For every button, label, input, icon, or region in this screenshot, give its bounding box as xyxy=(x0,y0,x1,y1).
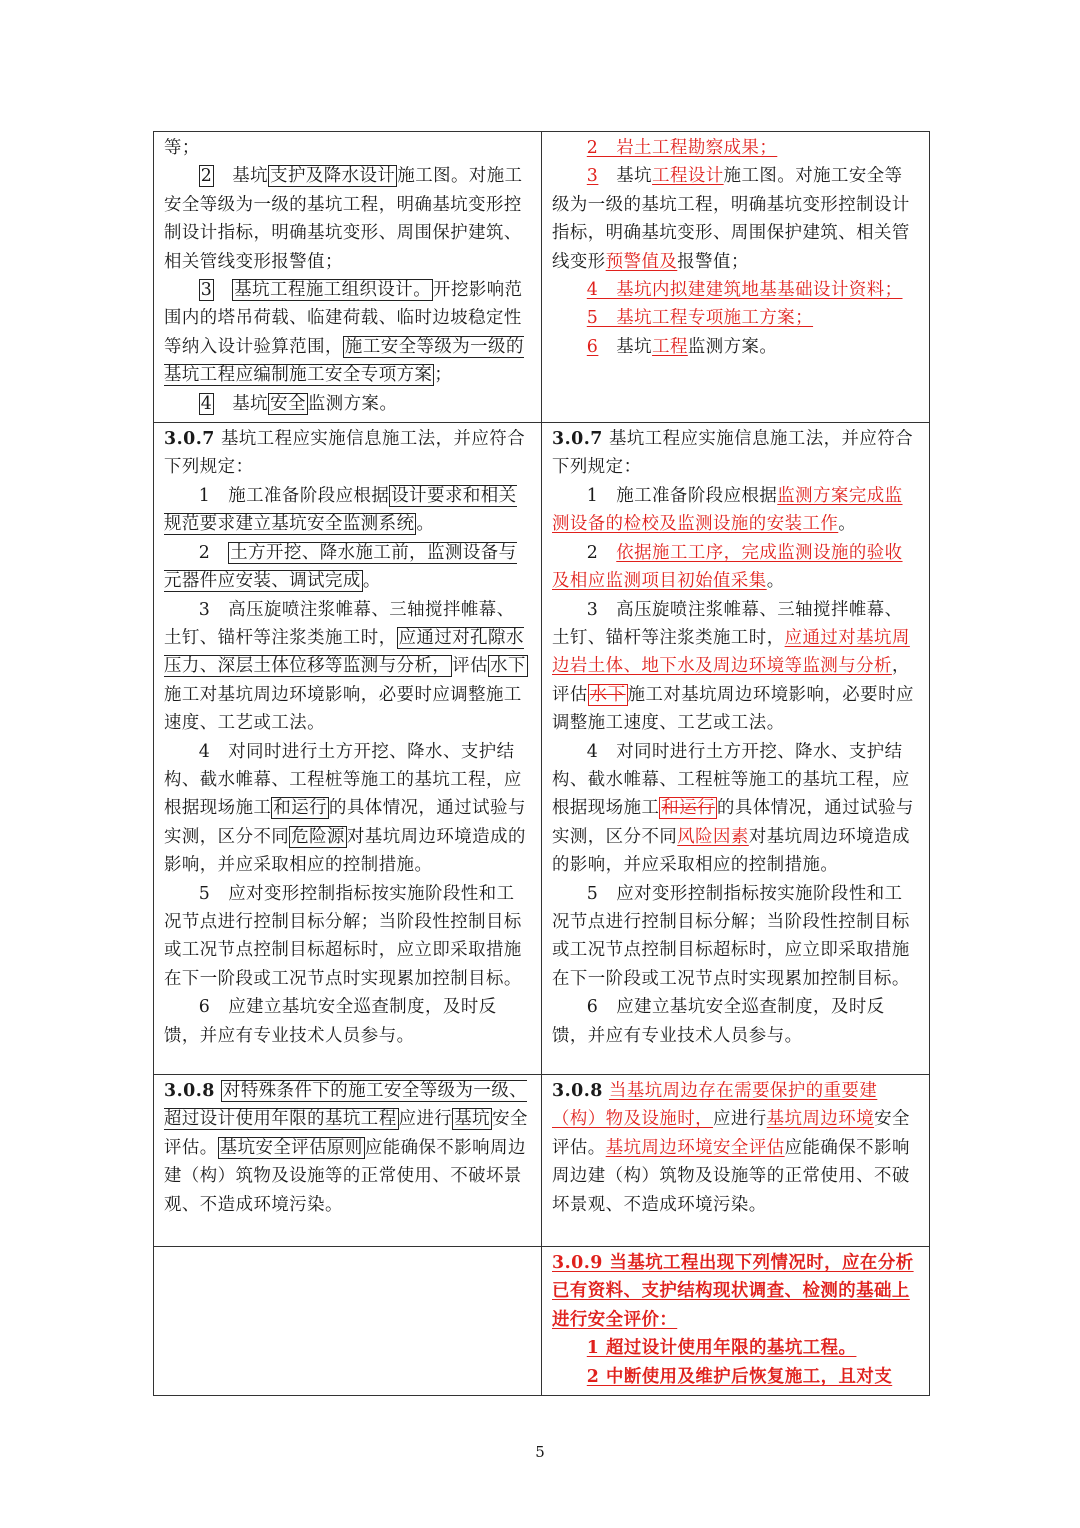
text: 4 对同时进行土方开挖、降水、支护结构、截水帷幕、工程桩等施工的基坑工程，应根据现场施工 xyxy=(552,741,910,819)
text: 监测方案。 xyxy=(307,393,398,414)
item-number: 6 xyxy=(586,336,599,357)
list-item xyxy=(552,596,920,738)
clause-paragraph xyxy=(164,1077,532,1219)
deleted-text: 和运行 xyxy=(661,798,716,819)
boxed-text: 设计要求和相关规范要求建立基坑安全监测系统 xyxy=(164,485,517,535)
clause-paragraph xyxy=(552,1077,920,1219)
changed-text: 应通过对基坑周边岩土体、地下水及周边环境等监测与分析 xyxy=(552,627,910,677)
list-item: 1 超过设计使用年限的基坑工程。 xyxy=(586,1338,857,1359)
list-item xyxy=(164,482,532,539)
text: 对基坑周边环境造成的影响，并应采取相应的控制措施。 xyxy=(164,826,526,876)
text: 开挖影响范围内的塔吊荷载、临建荷载、临时边坡稳定性等纳入设计验算范围， xyxy=(164,280,523,357)
list-item xyxy=(552,162,920,276)
text: 对基坑周边环境造成的影响，并应采取相应的控制措施。 xyxy=(552,826,910,876)
list-item xyxy=(164,539,532,596)
changed-text: 工程 xyxy=(652,336,688,357)
changed-text: 依据施工工序，完成监测设施的验收及相应监测项目初始值采集 xyxy=(552,542,903,592)
text: 施工对基坑周边环境影响，必要时应调整施工速度、工艺或工法。 xyxy=(552,684,914,734)
boxed-text: 基坑 xyxy=(454,1109,491,1130)
changed-text: 监测方案完成监测设备的检校及监测设施的安装工作 xyxy=(552,485,903,535)
clause-number: 3.0.7 xyxy=(552,429,603,450)
text: 2 xyxy=(198,542,229,563)
text: 报警值； xyxy=(677,251,749,272)
new-text-cell xyxy=(542,1247,930,1396)
list-item: 6 应建立基坑安全巡查制度，及时反馈，并应有专业技术人员参与。 xyxy=(552,997,885,1046)
text: 监测方案。 xyxy=(687,336,778,357)
boxed-text: 应通过对孔隙水压力、深层土体位移等监测与分析， xyxy=(164,627,524,677)
list-item xyxy=(164,596,532,738)
changed-text: 当基坑周边存在需要保护的重要建（构）物及设施时， xyxy=(552,1081,878,1130)
text: 1 施工准备阶段应根据 xyxy=(586,485,778,506)
table-row xyxy=(154,1247,930,1396)
changed-text: 基坑周边环境 xyxy=(766,1109,875,1130)
text: 应能确保不影响周边建（构）筑物及设施等的正常使用、不破坏景观、不造成环境污染。 xyxy=(164,1137,526,1215)
list-item xyxy=(552,539,920,596)
text: 基坑 xyxy=(232,393,269,414)
text: 3 高压旋喷注浆帷幕、三轴搅拌帷幕、土钉、锚杆等注浆类施工时， xyxy=(164,599,515,648)
list-item xyxy=(164,162,532,276)
text: 施工图。对施工安全等级为一级的基坑工程，明确基坑变形控制设计指标，明确基坑变形、周围保护建筑、相关管线变形报警值； xyxy=(164,166,523,272)
text: ，评估 xyxy=(552,656,910,705)
text: 。 xyxy=(362,571,381,592)
text: 的具体情况，通过试验与实测，区分不同 xyxy=(552,798,914,847)
clause-heading: 3.0.9 当基坑工程出现下列情况时，应在分析已有资料、支护结构现状调查、检测的基础上进行安全评价： xyxy=(552,1253,914,1330)
text: 基坑 xyxy=(598,336,653,357)
text: 3 高压旋喷注浆帷幕、三轴搅拌帷幕、土钉、锚杆等注浆类施工时， xyxy=(552,599,903,648)
item-number: 3 xyxy=(200,280,213,301)
boxed-text: 和运行 xyxy=(273,798,328,819)
paragraph: 等； xyxy=(164,138,200,158)
old-text-cell xyxy=(154,1075,542,1247)
text: 施工图。对施工安全等级为一级的基坑工程，明确基坑变形控制设计指标，明确基坑变形、周围保护建筑、相关管线变形 xyxy=(552,166,910,272)
list-item: 5 基坑工程专项施工方案； xyxy=(586,308,814,329)
old-text-cell xyxy=(154,132,542,423)
text: 基坑 xyxy=(598,166,653,187)
text: 安全评估。 xyxy=(164,1109,528,1158)
list-item xyxy=(164,738,532,880)
boxed-text: 水下 xyxy=(490,656,526,677)
clause-heading xyxy=(164,425,532,482)
boxed-text: 安全 xyxy=(270,393,306,414)
list-item: 4 基坑内拟建建筑地基基础设计资料； xyxy=(586,280,903,301)
new-text-cell xyxy=(542,1075,930,1247)
list-item: 5 应对变形控制指标按实施阶段性和工况节点进行控制目标分解；当阶段性控制目标或工况节点控制目标超标时，应立即采取措施在下一阶段或工况节点时实现累加控制目标。 xyxy=(164,883,522,989)
item-number: 2 xyxy=(200,166,213,187)
list-item xyxy=(164,276,532,390)
text: 安全评估。 xyxy=(552,1109,910,1158)
text: 。 xyxy=(838,514,857,535)
text: ； xyxy=(434,365,453,386)
text: 应进行 xyxy=(398,1109,453,1130)
boxed-text: 对特殊条件下的施工安全等级为一级、超过设计使用年限的基坑工程 xyxy=(164,1081,528,1130)
list-item: 5 应对变形控制指标按实施阶段性和工况节点进行控制目标分解；当阶段性控制目标或工况节点控制目标超标时，应立即采取措施在下一阶段或工况节点时实现累加控制目标。 xyxy=(552,883,910,989)
boxed-text: 基坑工程施工组织设计。 xyxy=(234,280,432,301)
changed-text: 预警值及 xyxy=(605,251,678,272)
clause-heading xyxy=(552,425,920,482)
text: 。 xyxy=(416,514,435,535)
text: 评估 xyxy=(452,656,489,677)
item-number: 4 xyxy=(200,393,213,414)
new-text-cell xyxy=(542,132,930,423)
text: 的具体情况，通过试验与实测，区分不同 xyxy=(164,798,526,847)
text: 基坑 xyxy=(232,166,269,187)
boxed-text: 危险源 xyxy=(291,826,345,847)
table-row xyxy=(154,1075,930,1247)
text: 应进行 xyxy=(713,1109,767,1130)
changed-text: 工程设计 xyxy=(652,166,724,187)
boxed-text: 支护及降水设计 xyxy=(270,166,396,187)
text: 施工对基坑周边环境影响，必要时应调整施工速度、工艺或工法。 xyxy=(164,684,522,734)
text: 1 施工准备阶段应根据 xyxy=(198,485,390,506)
text: 应能确保不影响周边建（构）筑物及设施等的正常使用、不破坏景观、不造成环境污染。 xyxy=(552,1137,910,1215)
item-number: 3 xyxy=(586,166,599,187)
table-row xyxy=(154,423,930,1075)
list-item: 2 岩土工程勘察成果； xyxy=(586,138,778,158)
list-item xyxy=(552,482,920,539)
boxed-text: 施工安全等级为一级的基坑工程应编制施工安全专项方案 xyxy=(164,336,524,386)
clause-number: 3.0.8 xyxy=(552,1081,603,1102)
new-text-cell xyxy=(542,423,930,1075)
comparison-table xyxy=(153,131,930,1396)
list-item xyxy=(552,333,920,361)
deleted-text: 水下 xyxy=(589,684,626,705)
list-item xyxy=(552,738,920,880)
old-text-cell xyxy=(154,1247,542,1396)
boxed-text: 基坑安全评估原则 xyxy=(219,1137,363,1158)
text: 4 对同时进行土方开挖、降水、支护结构、截水帷幕、工程桩等施工的基坑工程，应根据现场施工 xyxy=(164,741,522,819)
old-text-cell xyxy=(154,423,542,1075)
changed-text: 风险因素 xyxy=(677,826,749,847)
list-item: 6 应建立基坑安全巡查制度，及时反馈，并应有专业技术人员参与。 xyxy=(164,997,497,1046)
boxed-text: 土方开挖、降水施工前，监测设备与元器件应安装、调试完成 xyxy=(164,542,517,592)
list-item: 2 中断使用及维护后恢复施工，且对支 xyxy=(586,1366,893,1387)
changed-text: 基坑周边环境安全评估 xyxy=(605,1137,785,1158)
text: 基坑工程应实施信息施工法，并应符合下列规定： xyxy=(164,429,526,478)
list-item xyxy=(164,390,532,418)
text: 。 xyxy=(766,571,785,592)
table-row xyxy=(154,132,930,423)
text: 2 xyxy=(586,542,617,563)
text: 基坑工程应实施信息施工法，并应符合下列规定： xyxy=(552,429,914,478)
page-number: 5 xyxy=(535,1443,545,1461)
clause-number: 3.0.7 xyxy=(164,429,215,450)
clause-number: 3.0.8 xyxy=(164,1081,215,1102)
